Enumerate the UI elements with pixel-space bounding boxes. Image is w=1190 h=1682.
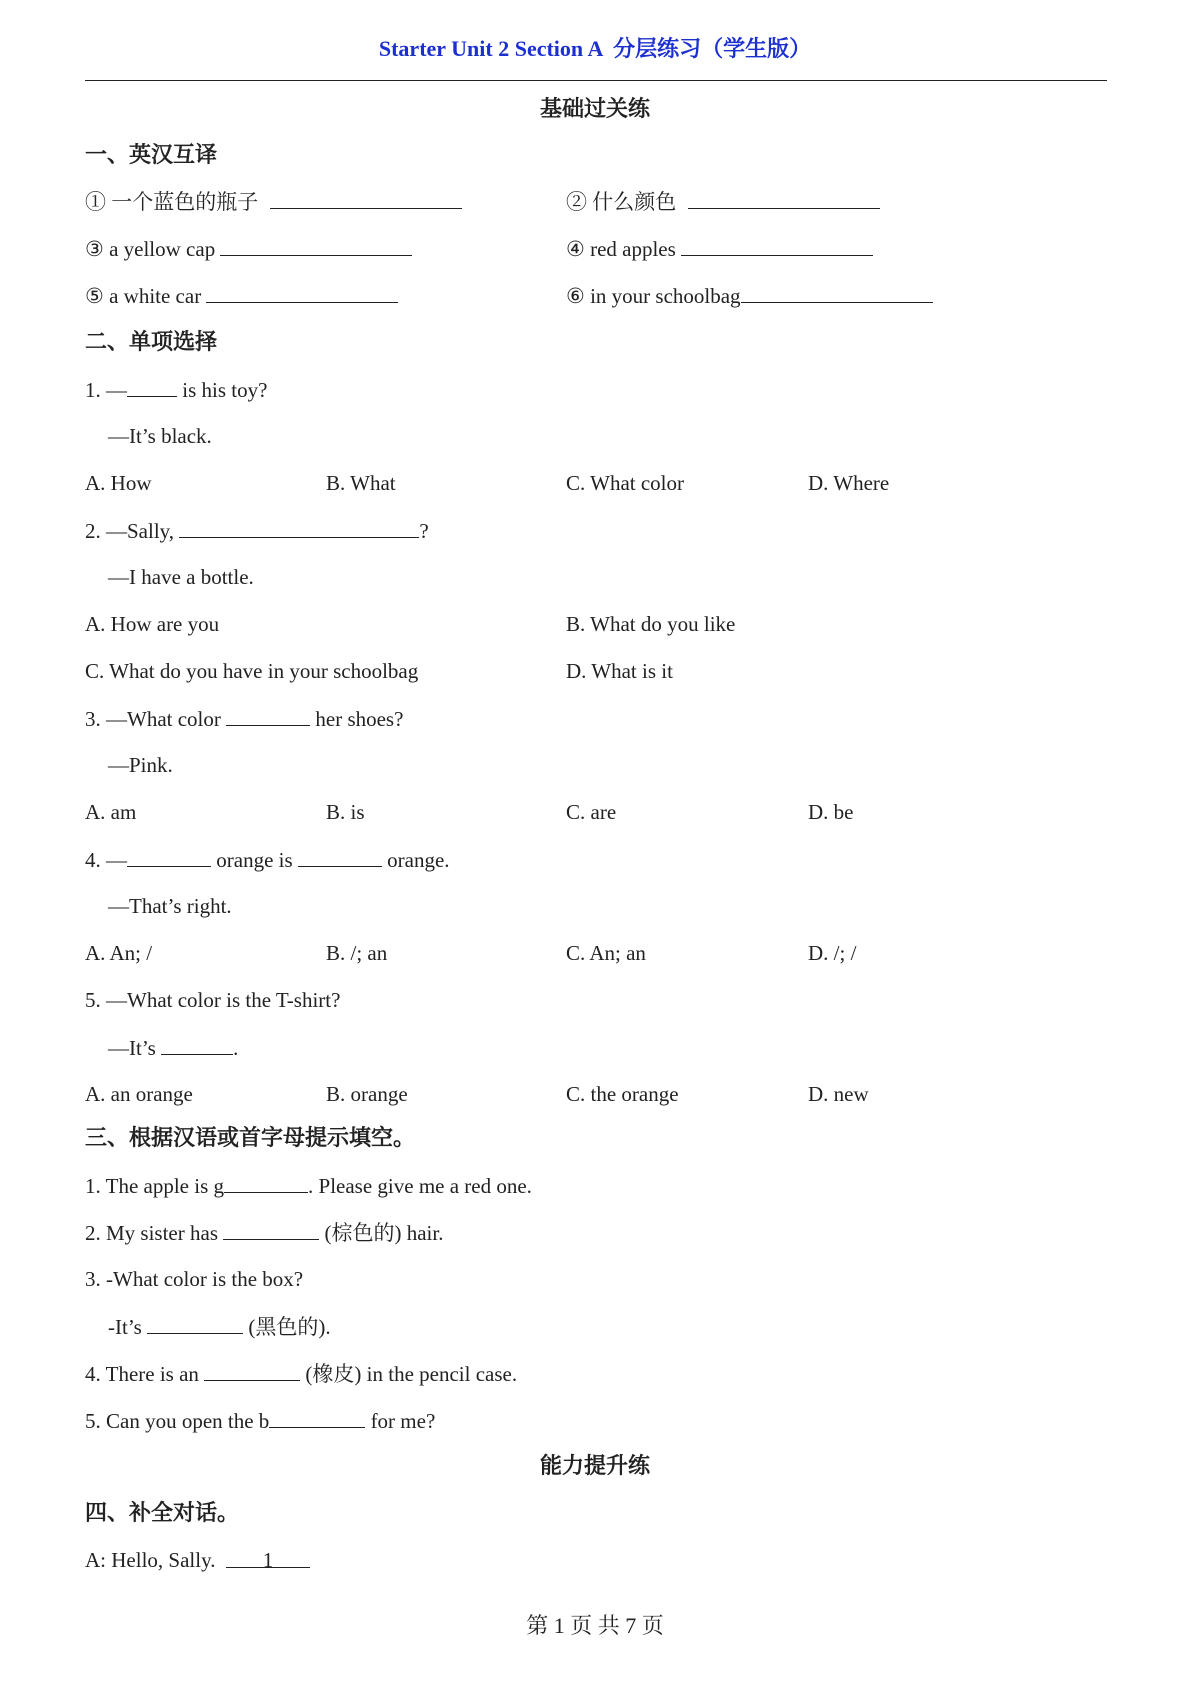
q1-option-c: C. What color [566,471,685,495]
translate-item-3: ③ a yellow cap [85,235,412,262]
q4-option-a: A. An; / [85,941,153,965]
q4-option-c: C. An; an [566,941,646,965]
fill-item-5: 5. Can you open the b for me? [85,1409,436,1433]
fill-item-3: 3. -What color is the box? [85,1267,304,1291]
q1-question: 1. — is his toy? [85,378,268,402]
q1-option-a: A. How [85,471,152,495]
q5-option-b: B. orange [326,1082,408,1106]
dialogue-blank-1: 1 [226,1547,310,1568]
part-title-advanced: 能力提升练 [539,1453,650,1478]
q4-option-d: D. /; / [808,941,857,965]
q3-option-b: B. is [326,800,365,824]
q1-answer-line: —It’s black. [108,424,212,448]
fill-item-4: 4. There is an (橡皮) in the pencil case. [85,1362,518,1386]
fill-item-2: 2. My sister has (棕色的) hair. [85,1221,444,1245]
q2-option-c: C. What do you have in your schoolbag [85,659,419,683]
q1-option-d: D. Where [808,471,890,495]
q5-option-d: D. new [808,1082,869,1106]
section-4-title: 四、补全对话。 [85,1500,240,1525]
q5-answer-line: —It’s . [108,1036,239,1060]
part-title-basic: 基础过关练 [539,96,650,121]
q3-answer-line: —Pink. [108,753,173,777]
q4-answer-line: —That’s right. [108,894,232,918]
section-3-title: 三、根据汉语或首字母提示填空。 [85,1125,416,1150]
q4-option-b: B. /; an [326,941,388,965]
q2-option-a: A. How are you [85,612,220,636]
header-rule [85,80,1107,81]
q2-option-d: D. What is it [566,659,673,683]
q3-option-a: A. am [85,800,137,824]
q2-option-b: B. What do you like [566,612,736,636]
q4-question: 4. — orange is orange. [85,848,450,872]
translate-item-1: ① 一个蓝色的瓶子 [85,188,462,215]
dialogue-line-1: A: Hello, Sally. 1 [85,1547,310,1573]
translate-item-6: ⑥ in your schoolbag [566,282,933,309]
section-2-title: 二、单项选择 [85,329,218,354]
q5-option-a: A. an orange [85,1082,193,1106]
translate-item-5: ⑤ a white car [85,282,398,309]
section-1-title: 一、英汉互译 [85,142,218,167]
translate-item-4: ④ red apples [566,235,873,262]
q2-question: 2. —Sally, ? [85,519,429,543]
q5-question: 5. —What color is the T-shirt? [85,988,341,1012]
q1-option-b: B. What [326,471,396,495]
q2-answer-line: —I have a bottle. [108,565,254,589]
q5-option-c: C. the orange [566,1082,679,1106]
document-header-title: Starter Unit 2 Section A 分层练习（学生版） [378,36,812,61]
fill-item-3-answer: -It’s (黑色的). [108,1315,331,1339]
translate-item-2: ② 什么颜色 [566,188,880,215]
q3-option-d: D. be [808,800,854,824]
page-number: 第 1 页 共 7 页 [526,1613,664,1638]
q3-option-c: C. are [566,800,617,824]
fill-item-1: 1. The apple is g . Please give me a red one. [85,1174,532,1198]
q3-question: 3. —What color her shoes? [85,707,404,731]
